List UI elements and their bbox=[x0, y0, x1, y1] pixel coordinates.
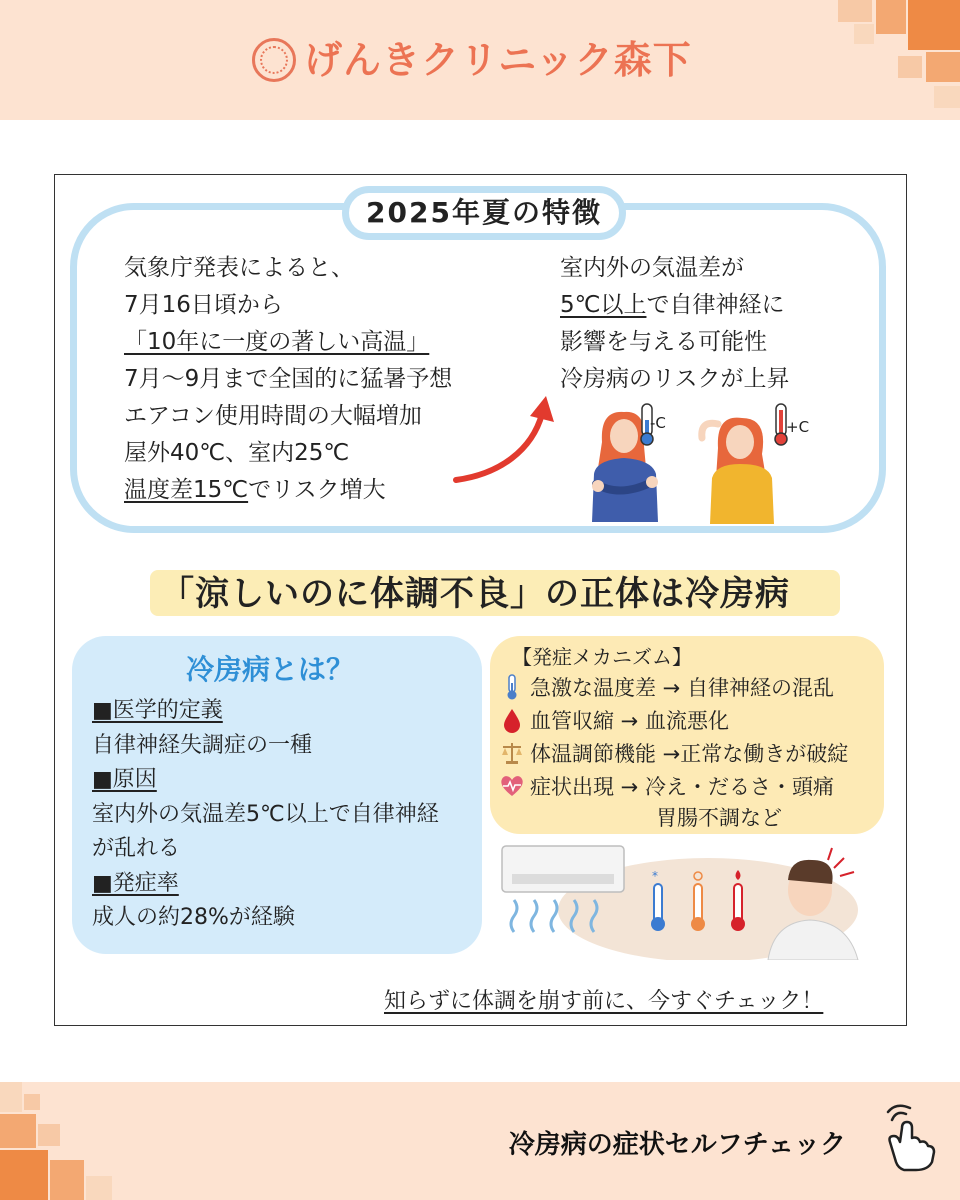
deco-square bbox=[38, 1124, 60, 1146]
self-check-link[interactable]: 冷房病の症状セルフチェック bbox=[508, 1130, 846, 1160]
mechanism-title: 【発症メカニズム】 bbox=[512, 645, 692, 669]
deco-square bbox=[926, 52, 960, 82]
thermo-hot-label: +C bbox=[786, 418, 810, 436]
summer-line-highlight: 「10年に一度の著しい高温」 bbox=[124, 329, 430, 355]
blood-drop-icon bbox=[498, 706, 526, 734]
summer-line: 7月16日頃から bbox=[124, 292, 283, 318]
clinic-name: げんきクリニック森下 bbox=[304, 38, 692, 82]
deco-square bbox=[0, 1114, 36, 1148]
mechanism-row: 急激な温度差 → 自律神経の混乱 bbox=[498, 670, 834, 704]
definition-text: 自律神経失調症の一種 bbox=[92, 732, 313, 758]
cause-text: 室内外の気温差5℃以上で自律神経 bbox=[92, 801, 439, 827]
air-conditioner-scene-icon bbox=[498, 840, 890, 960]
incidence-text: 成人の約28%が経験 bbox=[92, 905, 295, 930]
mechanism-extra: 胃腸不調など bbox=[656, 806, 782, 830]
footer-band bbox=[0, 1082, 960, 1200]
definition-list bbox=[92, 694, 439, 936]
svg-text:*: * bbox=[652, 869, 658, 883]
deco-square bbox=[0, 1082, 22, 1112]
incidence-heading: ■発症率 bbox=[92, 870, 179, 896]
deco-square bbox=[876, 0, 906, 34]
deco-square bbox=[898, 56, 922, 78]
summer-line: 7月〜9月まで全国的に猛暑予想 bbox=[124, 366, 453, 392]
clinic-seal-icon bbox=[252, 38, 296, 82]
cause-heading: ■原因 bbox=[92, 767, 157, 792]
summer-right-line: 冷房病のリスクが上昇 bbox=[560, 366, 790, 392]
definition-title: 冷房病とは？ bbox=[186, 653, 355, 686]
balance-scale-icon bbox=[498, 739, 526, 767]
temp-diff-highlight: 温度差15℃ bbox=[124, 477, 249, 503]
check-now-link[interactable]: 知らずに体調を崩す前に、今すぐチェック！ bbox=[384, 989, 824, 1014]
summer-line-last bbox=[124, 472, 452, 509]
red-arrow-icon bbox=[450, 392, 560, 492]
deco-square bbox=[0, 1150, 48, 1200]
threshold-highlight: 5℃以上 bbox=[560, 292, 647, 318]
deco-square bbox=[24, 1094, 40, 1110]
deco-square bbox=[838, 0, 872, 22]
summer-right-line: 5℃以上で自律神経に bbox=[560, 292, 785, 318]
mechanism-row: 症状出現 → 冷え・だるさ・頭痛 bbox=[498, 769, 834, 803]
mechanism-row: 体温調節機能 →正常な働きが破綻 bbox=[498, 736, 848, 770]
headline: 「涼しいのに体調不良」の正体は冷房病 bbox=[160, 574, 790, 614]
deco-square bbox=[50, 1160, 84, 1200]
summer-right-line: 室内外の気温差が bbox=[560, 255, 744, 281]
definition-heading: ■医学的定義 bbox=[92, 698, 223, 723]
heartbeat-icon bbox=[498, 772, 526, 800]
deco-square bbox=[934, 86, 960, 108]
summer-panel-title: 2025年夏の特徴 bbox=[342, 186, 626, 240]
deco-square bbox=[854, 24, 874, 44]
mechanism-row: 血管収縮 → 血流悪化 bbox=[498, 703, 729, 737]
summer-left-text bbox=[124, 250, 452, 509]
cause-text-cont: が乱れる bbox=[92, 836, 181, 861]
temp-diff-tail: でリスク増大 bbox=[248, 477, 386, 503]
summer-right-line: 影響を与える可能性 bbox=[560, 329, 767, 355]
deco-square bbox=[86, 1176, 112, 1200]
pointing-hand-icon[interactable] bbox=[872, 1102, 942, 1172]
summer-line: 屋外40℃、室内25℃ bbox=[124, 440, 350, 466]
summer-line: エアコン使用時間の大幅増加 bbox=[124, 403, 422, 429]
thermometer-icon bbox=[498, 673, 526, 701]
deco-square bbox=[908, 0, 960, 50]
thermo-cold-label: -C bbox=[650, 414, 666, 432]
summer-line: 気象庁発表によると、 bbox=[124, 255, 354, 281]
summer-right-text bbox=[560, 250, 790, 398]
clinic-brand[interactable] bbox=[252, 34, 692, 86]
